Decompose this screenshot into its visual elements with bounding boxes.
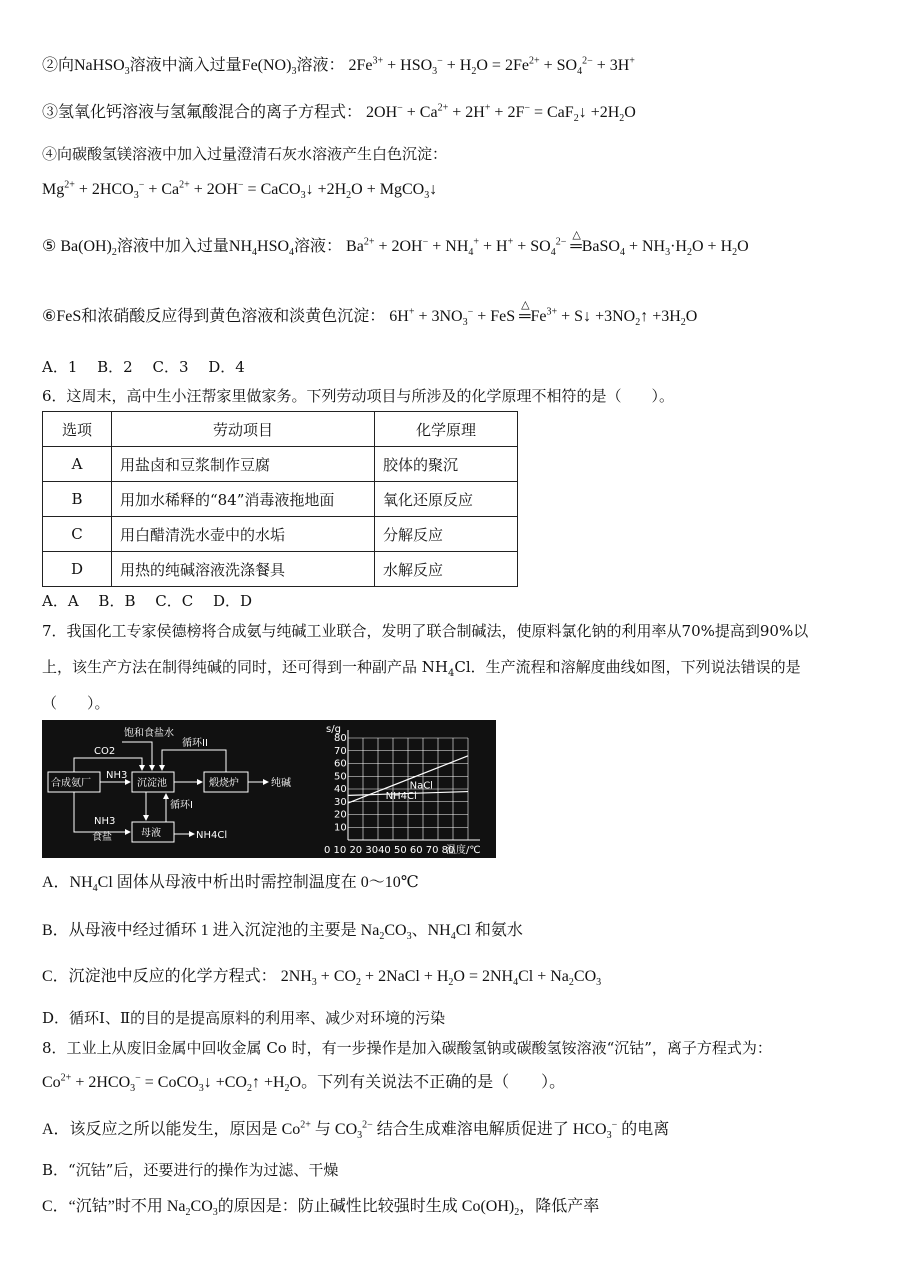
node-label: 母液	[141, 828, 161, 839]
x-tick-labels: 0 10 20 3040 50 60 70 80	[324, 845, 455, 856]
table-row: D 用热的纯碱溶液洗涤餐具 水解反应	[43, 552, 518, 587]
q5-item-5: ⑤ $Ba(OH)_2$溶液中加入过量$NH_4HSO_4$溶液： $Ba^{2+} + 2OH^- + NH_4^+ + H^+ + SO_4^{2-}$ ═ △ BaSO$_4$ + $NH_3\cdot H_2O + H_2O$	[42, 229, 749, 259]
edge-label: 饱和食盐水	[124, 728, 174, 739]
y-tick-label: 70	[334, 745, 347, 757]
q7-option-b: B．从母液中经过循环 1 进入沉淀池的主要是 $Na_2CO_3$、$NH_4Cl$ 和氨水	[42, 922, 523, 943]
q7-figure	[42, 720, 496, 858]
output-label: NH4Cl	[196, 830, 228, 841]
q8-option-c: C．“沉钴”时不用 $Na_2CO_3$的原因是：防止碱性比较强时生成 $Co(OH)_2$，降低产率	[42, 1198, 600, 1219]
q5-item-6: ⑥FeS和浓硝酸反应得到黄色溶液和淡黄色沉淀： $6H^+ + 3NO_3^-$ + FeS ═ △ $Fe^{3+}$ + S↓ $+3NO_2↑ +3H_2O$	[42, 299, 698, 329]
table-row: A 用盐卤和豆浆制作豆腐 胶体的聚沉	[43, 447, 518, 482]
q7-option-a: A．$NH_4Cl$ 固体从母液中析出时需控制温度在 0～10℃	[42, 874, 419, 895]
q6-stem: 6．这周末，高中生小汪帮家里做家务。下列劳动项目与所涉及的化学原理不相符的是（ ）。	[42, 387, 675, 405]
x-axis-label: 温度/℃	[446, 845, 481, 856]
table-row: B 用加水稀释的“84”消毒液拖地面 氧化还原反应	[43, 482, 518, 517]
q7-stem-line1: 7．我国化工专家侯德榜将合成氨与纯碱工业联合，发明了联合制碱法，使原料氯化钠的利用率从70%提高到90%以	[42, 622, 809, 640]
node-label: 合成氨厂	[51, 778, 91, 789]
series-label: NH4Cl	[385, 790, 417, 802]
q6-options: A．A B．B C．C D．D	[42, 592, 253, 610]
edge-label: 食盐	[92, 832, 112, 843]
output-label: 纯碱	[271, 778, 291, 789]
node-label: 煅烧炉	[209, 778, 239, 789]
q5-item-4: ④向碳酸氢镁溶液中加入过量澄清石灰水溶液产生白色沉淀：	[42, 145, 448, 163]
q5-item-2: ②向NaHSO$_3$溶液中滴入过量$Fe(NO)_3$溶液： $2Fe^{3+} + HSO_3^- + H_2O = 2Fe^{2+} + SO_4^{2-} + 3H^+$	[42, 55, 635, 78]
edge-label: NH3	[94, 816, 116, 827]
q5-item-4-equation: $Mg^{2+} + 2HCO_3^- + Ca^{2+} + 2OH^-$ = CaCO$_3$↓ $+2H_2O$ + MgCO$_3$↓	[42, 179, 438, 202]
q5-options: A．1 B．2 C．3 D．4	[42, 358, 245, 376]
y-tick-label: 10	[334, 822, 347, 834]
q8-stem-line2: $Co^{2+} + 2HCO_3^-$ = CoCO$_3$↓ $+CO_2↑ +H_2O$。下列有关说法不正确的是（ ）。	[42, 1072, 566, 1095]
y-tick-label: 50	[334, 771, 347, 783]
q7-stem-line2: 上，该生产方法在制得纯碱的同时，还可得到一种副产品 $NH_4Cl$．生产流程和溶解度曲线如图，下列说法错误的是	[42, 658, 801, 679]
series-label: NaCl	[409, 780, 433, 792]
table-header: 劳动项目	[112, 412, 375, 447]
edge-label: 循环II	[182, 738, 208, 749]
q7-option-c: C．沉淀池中反应的化学方程式： $2NH_3 + CO_2$ + 2NaCl + $H_2O = 2NH_4Cl + Na_2CO_3$	[42, 968, 602, 989]
q5-item-3: ③氢氧化钙溶液与氢氟酸混合的离子方程式： $2OH^- + Ca^{2+} + 2H^+ + 2F^-$ = CaF$_2$↓ $+2H_2O$	[42, 102, 636, 125]
edge-label: NH3	[106, 770, 128, 781]
y-axis-label: s/g	[326, 724, 341, 735]
edge-label: 循环I	[170, 800, 193, 811]
q7-option-d: D．循环Ⅰ、Ⅱ的目的是提高原料的利用率、减少对环境的污染	[42, 1009, 446, 1027]
node-label: 沉淀池	[137, 778, 167, 789]
y-tick-label: 80	[334, 733, 347, 744]
solubility-chart	[318, 720, 488, 858]
q7-stem-line3: （ ）。	[42, 694, 110, 712]
table-row: C 用白醋清洗水壶中的水垢 分解反应	[43, 517, 518, 552]
y-tick-label: 30	[334, 796, 347, 808]
q6-table	[42, 411, 518, 587]
q8-stem-line1: 8．工业上从废旧金属中回收金属 Co 时，有一步操作是加入碳酸氢钠或碳酸氢铵溶液“沉钴”，离子方程式为：	[42, 1039, 772, 1057]
q8-option-b: B．“沉钴”后，还要进行的操作为过滤、干燥	[42, 1161, 339, 1179]
y-tick-label: 60	[334, 758, 347, 770]
table-header: 化学原理	[375, 412, 518, 447]
q8-option-a: A．该反应之所以能发生，原因是 $Co^{2+}$ 与 $CO_3^{2-}$ 结合生成难溶电解质促进了 $HCO_3^-$ 的电离	[42, 1119, 670, 1142]
y-tick-label: 20	[334, 809, 347, 821]
table-header: 选项	[43, 412, 112, 447]
y-tick-label: 40	[334, 784, 347, 795]
edge-label: CO2	[94, 746, 116, 757]
